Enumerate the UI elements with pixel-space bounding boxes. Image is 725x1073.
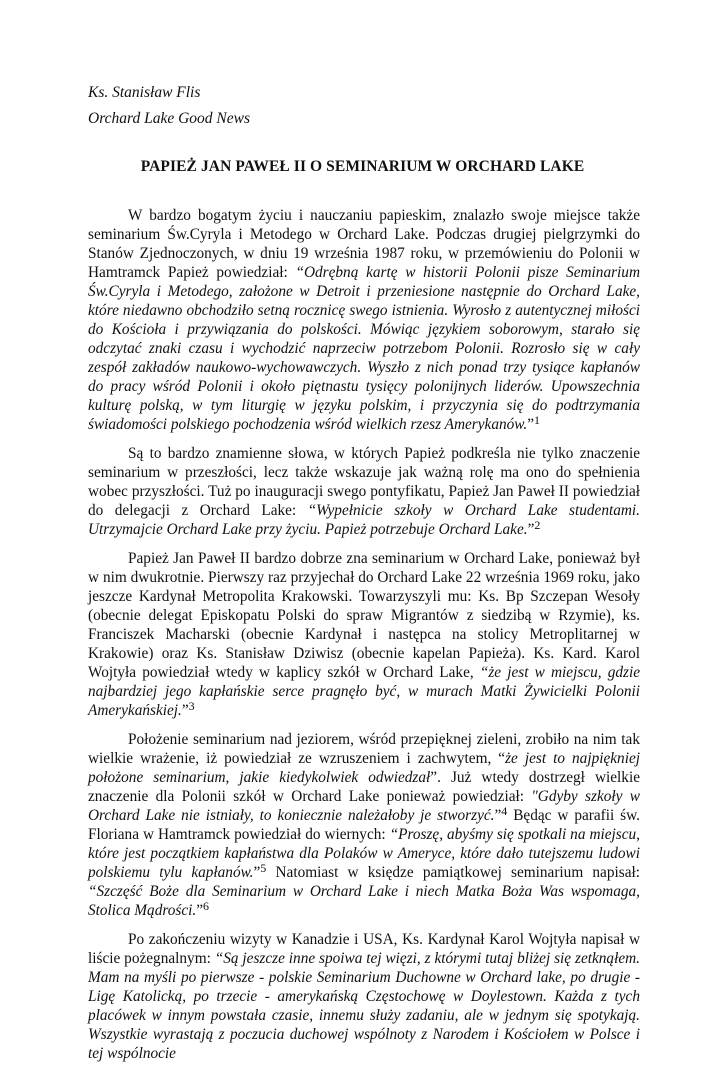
quotation: “że jest w miejscu, gdzie najbardziej jego kapłańskie serce pragnęło być, w murach Matki Żywicielki Polonii Amerykańskiej. — [88, 664, 640, 719]
article-title: PAPIEŻ JAN PAWEŁ II O SEMINARIUM W ORCHARD LAKE — [140, 158, 585, 175]
author-name: Ks. Stanisław Flis — [88, 84, 201, 101]
quote-close: ” — [181, 702, 189, 719]
quotation: “Wypełnicie szkoły w Orchard Lake studentami. Utrzymajcie Orchard Lake przy życiu. Papież potrzebuje Orchard Lake. — [88, 502, 640, 538]
paragraph-2 — [88, 444, 640, 539]
quote-close: ” — [494, 807, 502, 824]
footnote-ref: 1 — [533, 413, 540, 427]
footnote-ref: 6 — [203, 899, 209, 913]
paragraph-4 — [88, 730, 640, 920]
quotation: “Odrębną kartę w historii Polonii pisze Seminarium Św.Cyryla i Metodego, założone w Detroit i przeniesione następnie do Orchard Lake, które niedawno obchodziło setną rocznicę swego istnienia. Wyrosło z autentycznej miłości do Kościoła i przywiązania do polskości. Mówiąc językiem soborowym, starało się odczytać znaki czasu i wychodzić naprzeciw potrzebom Polonii. Rozrosło się w cały zespół zakładów naukowo-wychowawczych. Wyszło z nich ponad trzy tysiące kapłanów do pracy wśród Polonii i około piętnastu tysięcy polonijnych liderów. Upowszechnia kulturę polską, w tym liturgię w języku polskim, i przyczynia się do podtrzymania świadomości polskiego pochodzenia wśród wielkich rzesz Amerykanów. — [88, 264, 640, 433]
paragraph-text: Natomiast w księdze pamiątkowej seminarium napisał: — [266, 864, 640, 881]
quotation: “Proszę, abyśmy się spotkali na miejscu, które jest początkiem kapłaństwa dla Polaków w Ameryce, które dało tutejszemu ludowi polskiemu tylu kapłanów. — [88, 826, 640, 881]
quote-close: ” — [196, 902, 203, 919]
publication-source: Orchard Lake Good News — [88, 110, 251, 127]
paragraph-text: Papież Jan Paweł II bardzo dobrze zna seminarium w Orchard Lake, ponieważ był w nim dwukrotnie. Pierwszy raz przyjechał do Orchard Lake 22 września 1969 roku, jako jeszcze Kardynał Metropolita Krakowski. Towarzyszyli mu: Ks. Bp Szczepan Wesoły (obecnie delegat Episkopatu Polski do spraw Migrantów z siedzibą w Rzymie), ks. Franciszek Macharski (obecnie Kardynał i następca na stolicy Metroplitarnej w Krakowie) oraz Ks. Stanisław Dziwisz (obecnie kapelan Papieża). Ks. Kard. Karol Wojtyła powiedział wtedy w kaplicy szkół w Orchard Lake, — [88, 550, 640, 681]
quotation: że jest to najpiękniej położone seminarium, jakie kiedykolwiek odwiedzał — [88, 750, 640, 786]
paragraph-3 — [88, 549, 640, 720]
paragraph-text: Będąc w parafii św. Floriana w Hamtramck powiedział do wiernych: — [88, 807, 640, 843]
quote-close: ” — [527, 521, 535, 538]
footnote-ref: 5 — [260, 861, 267, 875]
quotation: “Szczęść Boże dla Seminarium w Orchard Lake i niech Matka Boża Was wspomaga, Stolica Mądrości. — [88, 883, 640, 919]
footnote-ref: 3 — [188, 699, 195, 713]
paragraph-text: Położenie seminarium nad jeziorem, wśród przepięknej zieleni, zrobiło na nim tak wielkie wrażenie, iż powiedział ze wzruszeniem i zachwytem, “ — [88, 731, 640, 767]
quote-close: ” — [527, 416, 534, 433]
paragraph-1 — [88, 206, 640, 434]
paragraph-5 — [88, 930, 640, 1063]
footnote-ref: 4 — [501, 804, 508, 818]
paragraph-text: W bardzo bogatym życiu i nauczaniu papieskim, znalazło swoje miejsce także seminarium Św.Cyryla i Metodego w Orchard Lake. Podczas drugiej pielgrzymki do Stanów Zjednoczonych, w dniu 19 września 1987 roku, w przemówieniu do Polonii w Hamtramck Papież powiedział: — [88, 207, 640, 281]
footnote-ref: 2 — [534, 518, 541, 532]
quotation: "Gdyby szkoły w Orchard Lake nie istniały, to koniecznie należałoby je stworzyć. — [88, 788, 640, 824]
article-body — [88, 206, 640, 1073]
paragraph-text: Po zakończeniu wizyty w Kanadzie i USA, Ks. Kardynał Karol Wojtyła napisał w liście pożegnalnym: — [88, 931, 640, 967]
quote-close: ” — [253, 864, 261, 881]
quotation: “Są jeszcze inne spoiwa tej więzi, z którymi tutaj bliżej się zetknąłem. Mam na myśli po pierwsze - polskie Seminarium Duchowne w Orchard lake, po drugie - Ligę Katolicką, po trzecie - amerykańską Częstochowę w Doylestown. Każda z tych placówek w innym powstała czasie, innemu służy zadaniu, ale w jednym się spotykają. Wszystkie wyrastają z poczucia duchowej wspólnoty z Narodem i Kościołem w Polsce i tej wspólnocie — [88, 950, 640, 1062]
paragraph-text: Są to bardzo znamienne słowa, w których Papież podkreśla nie tylko znaczenie seminarium w przeszłości, lecz także wskazuje jak ważną rolę ma ono do spełnienia wobec przyszłości. Tuż po inauguracji swego pontyfikatu, Papież Jan Paweł II powiedział do delegacji z Orchard Lake: — [88, 445, 640, 519]
paragraph-text: ”. Już wtedy dostrzegł wielkie znaczenie dla Polonii szkół w Orchard Lake ponieważ powiedział: — [88, 769, 640, 805]
